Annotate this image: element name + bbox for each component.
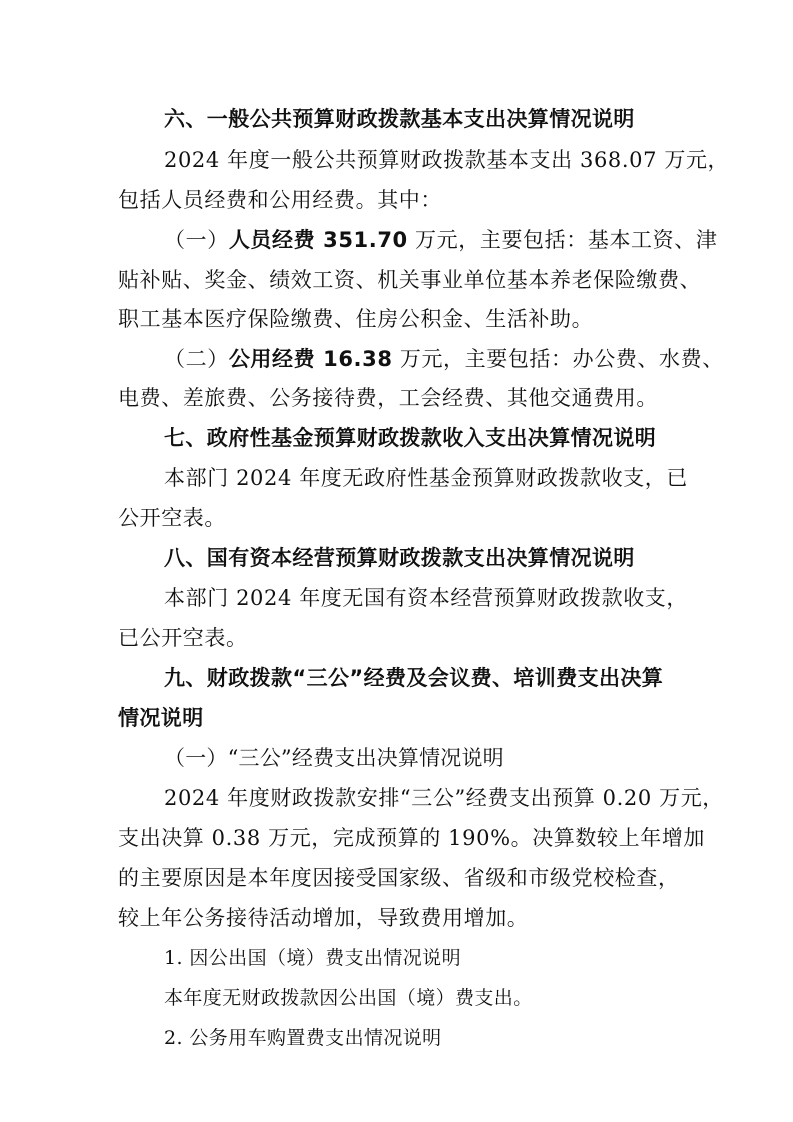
item-prefix: （一） — [164, 228, 229, 252]
section-8-paragraph-line: 本部门 2024 年度无国有资本经营预算财政拨款收支， — [164, 586, 688, 610]
section-9-heading: 情况说明 — [118, 706, 204, 730]
section-7-paragraph-line: 本部门 2024 年度无政府性基金预算财政拨款收支，已 — [164, 466, 688, 490]
public-expense-label: 公用经费 16.38 — [228, 347, 393, 371]
overseas-expense-text: 本年度无财政拨款因公出国（境）费支出。 — [164, 987, 533, 1009]
overseas-expense-title: 1. 因公出国（境）费支出情况说明 — [164, 947, 461, 969]
section-9-paragraph-line: 2024 年度财政拨款安排“三公”经费支出预算 0.20 万元， — [164, 786, 724, 810]
section-6-paragraph-line: 2024 年度一般公共预算财政拨款基本支出 368.07 万元， — [164, 148, 730, 172]
personnel-expense-line — [164, 225, 717, 255]
public-expense-line: 电费、差旅费、公务接待费，工会经费、其他交通费用。 — [118, 386, 658, 410]
section-9-paragraph-line: 的主要原因是本年度因接受国家级、省级和市级党校检查， — [118, 866, 680, 890]
personnel-expense-line: 职工基本医疗保险缴费、住房公积金、生活补助。 — [118, 307, 594, 331]
public-expense-text: 万元，主要包括：办公费、水费、 — [392, 347, 724, 371]
section-7-heading: 七、政府性基金预算财政拨款收入支出决算情况说明 — [164, 426, 657, 450]
personnel-expense-line: 贴补贴、奖金、绩效工资、机关事业单位基本养老保险缴费、 — [118, 268, 702, 292]
section-7-paragraph-line: 公开空表。 — [118, 506, 226, 530]
section-9-paragraph-line: 支出决算 0.38 万元，完成预算的 190%。决算数较上年增加 — [118, 826, 706, 850]
personnel-expense-label: 人员经费 351.70 — [228, 228, 408, 252]
personnel-expense-text: 万元，主要包括：基本工资、津 — [407, 228, 718, 252]
section-6-paragraph-line: 包括人员经费和公用经费。其中： — [118, 188, 442, 212]
public-expense-line — [164, 344, 724, 374]
vehicle-purchase-title: 2. 公务用车购置费支出情况说明 — [164, 1027, 442, 1049]
three-public-expense-subheading: （一）“三公”经费支出决算情况说明 — [164, 746, 504, 770]
section-9-paragraph-line: 较上年公务接待活动增加，导致费用增加。 — [118, 906, 529, 930]
item-prefix: （二） — [164, 347, 229, 371]
section-8-heading: 八、国有资本经营预算财政拨款支出决算情况说明 — [164, 546, 635, 570]
section-6-heading: 六、一般公共预算财政拨款基本支出决算情况说明 — [164, 107, 635, 131]
section-8-paragraph-line: 已公开空表。 — [118, 626, 248, 650]
section-9-heading: 九、财政拨款“三公”经费及会议费、培训费支出决算 — [164, 666, 664, 690]
